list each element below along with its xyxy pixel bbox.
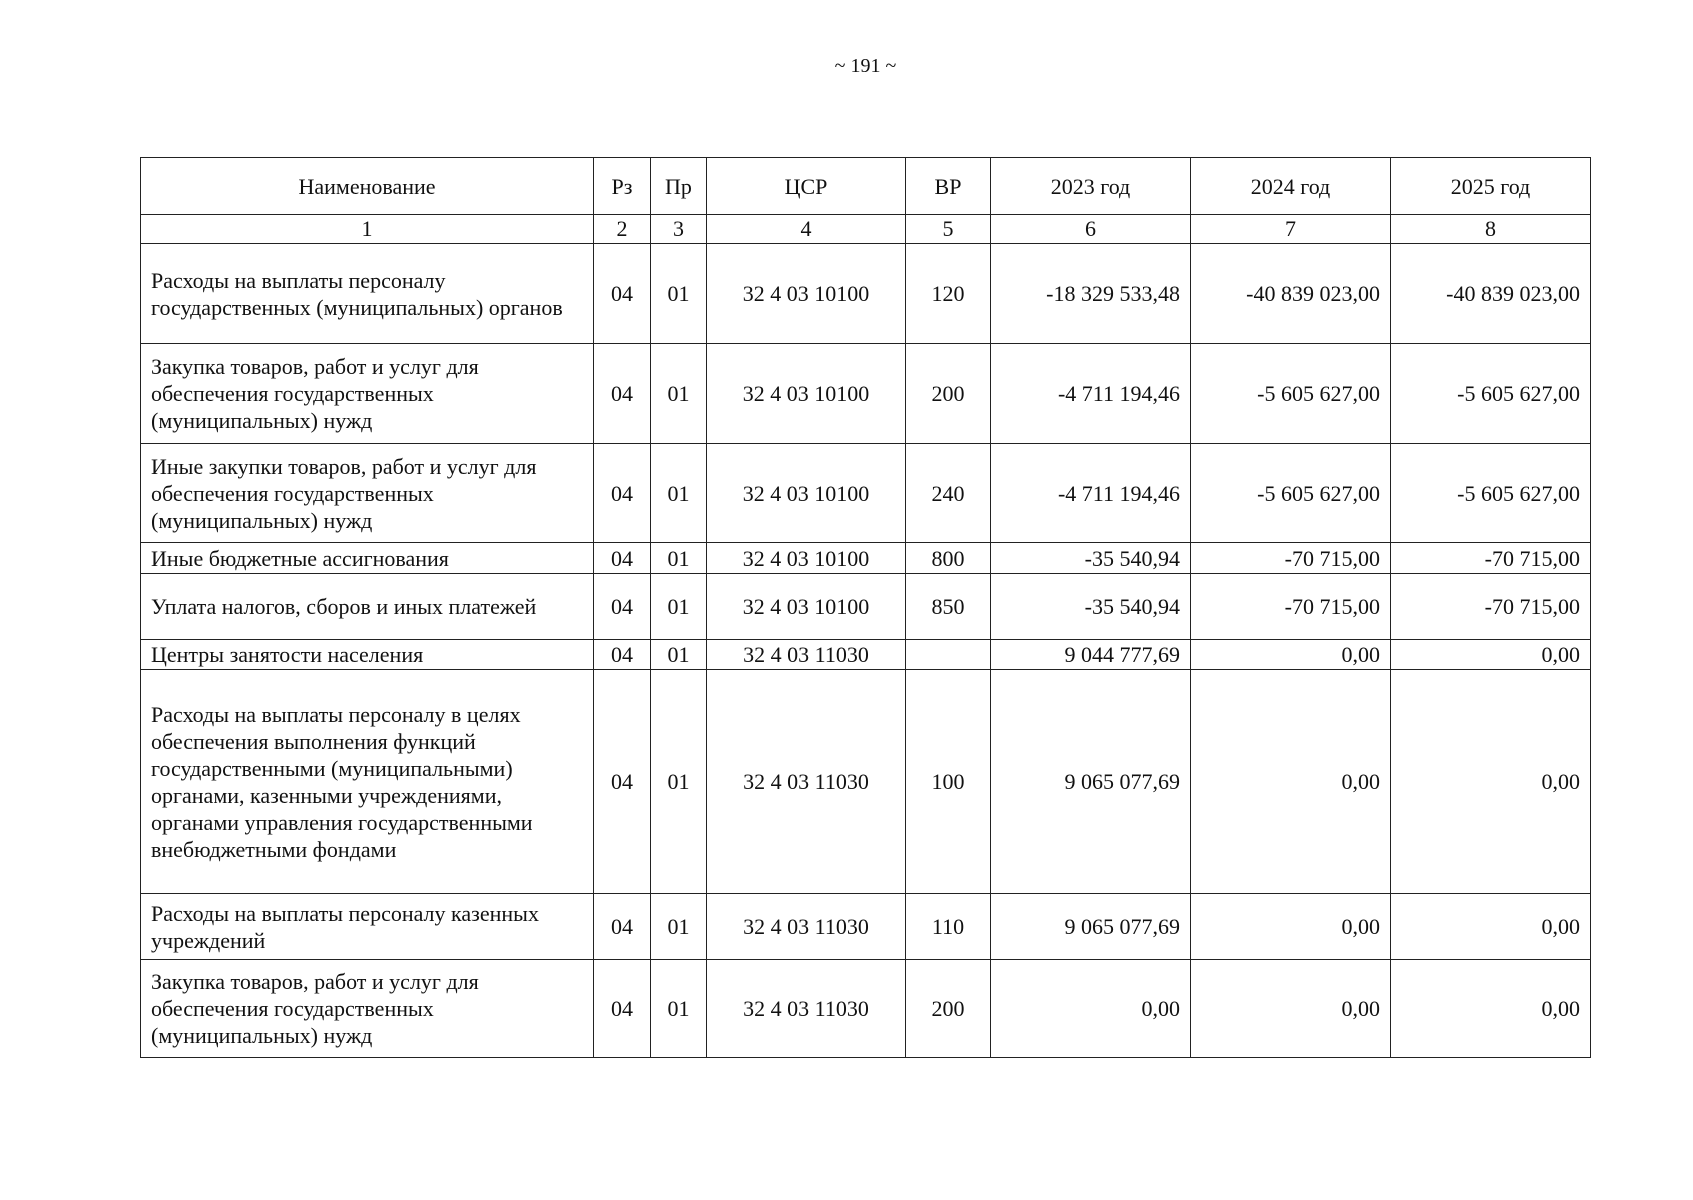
row-name: Закупка товаров, работ и услуг для обеспечения государственных (муниципальных) нужд	[141, 344, 594, 444]
row-2023: 9 065 077,69	[991, 894, 1191, 960]
row-name: Иные бюджетные ассигнования	[141, 543, 594, 574]
row-2025: -40 839 023,00	[1391, 244, 1591, 344]
row-2024: -5 605 627,00	[1191, 444, 1391, 543]
page-number: ~ 191 ~	[834, 55, 897, 77]
column-number: 1	[141, 215, 594, 244]
row-2023: -4 711 194,46	[991, 344, 1191, 444]
table-row	[141, 670, 1591, 894]
table-row	[141, 574, 1591, 640]
row-rz: 04	[594, 244, 651, 344]
row-2024: 0,00	[1191, 894, 1391, 960]
table-row	[141, 543, 1591, 574]
row-2024: -70 715,00	[1191, 574, 1391, 640]
header-vr: ВР	[906, 158, 991, 215]
row-name: Расходы на выплаты персоналу в целях обеспечения выполнения функций государственными (муниципальными) органами, казенными учреждениями, органами управления государственными внебюджетными фондами	[141, 670, 594, 894]
row-pr: 01	[651, 960, 707, 1058]
row-pr: 01	[651, 543, 707, 574]
row-pr: 01	[651, 640, 707, 670]
row-csr: 32 4 03 10100	[707, 244, 906, 344]
header-rz: Рз	[594, 158, 651, 215]
table-row	[141, 894, 1591, 960]
row-2024: 0,00	[1191, 960, 1391, 1058]
table-row	[141, 444, 1591, 543]
row-rz: 04	[594, 344, 651, 444]
row-pr: 01	[651, 344, 707, 444]
row-2025: -70 715,00	[1391, 574, 1591, 640]
row-2023: -18 329 533,48	[991, 244, 1191, 344]
row-name: Закупка товаров, работ и услуг для обеспечения государственных (муниципальных) нужд	[141, 960, 594, 1058]
column-number: 3	[651, 215, 707, 244]
row-csr: 32 4 03 10100	[707, 344, 906, 444]
row-rz: 04	[594, 543, 651, 574]
row-2024: 0,00	[1191, 640, 1391, 670]
header-pr: Пр	[651, 158, 707, 215]
row-2023: 9 065 077,69	[991, 670, 1191, 894]
row-2023: 9 044 777,69	[991, 640, 1191, 670]
row-pr: 01	[651, 894, 707, 960]
row-vr: 120	[906, 244, 991, 344]
row-2024: -5 605 627,00	[1191, 344, 1391, 444]
row-vr: 200	[906, 960, 991, 1058]
row-csr: 32 4 03 11030	[707, 670, 906, 894]
table-row	[141, 640, 1591, 670]
column-number: 2	[594, 215, 651, 244]
header-2025: 2025 год	[1391, 158, 1591, 215]
row-csr: 32 4 03 10100	[707, 444, 906, 543]
row-2025: -70 715,00	[1391, 543, 1591, 574]
row-rz: 04	[594, 670, 651, 894]
row-rz: 04	[594, 444, 651, 543]
row-2024: -40 839 023,00	[1191, 244, 1391, 344]
row-2025: 0,00	[1391, 894, 1591, 960]
row-2023: -4 711 194,46	[991, 444, 1191, 543]
header-csr: ЦСР	[707, 158, 906, 215]
row-rz: 04	[594, 960, 651, 1058]
table-row	[141, 960, 1591, 1058]
row-rz: 04	[594, 574, 651, 640]
row-rz: 04	[594, 894, 651, 960]
row-2024: -70 715,00	[1191, 543, 1391, 574]
row-2025: 0,00	[1391, 960, 1591, 1058]
row-vr: 200	[906, 344, 991, 444]
row-vr	[906, 640, 991, 670]
row-2023: -35 540,94	[991, 543, 1191, 574]
row-pr: 01	[651, 444, 707, 543]
row-2024: 0,00	[1191, 670, 1391, 894]
row-2023: -35 540,94	[991, 574, 1191, 640]
row-pr: 01	[651, 244, 707, 344]
header-2023: 2023 год	[991, 158, 1191, 215]
table-row	[141, 244, 1591, 344]
header-name: Наименование	[141, 158, 594, 215]
row-vr: 110	[906, 894, 991, 960]
table-row	[141, 344, 1591, 444]
row-csr: 32 4 03 11030	[707, 640, 906, 670]
row-2025: -5 605 627,00	[1391, 344, 1591, 444]
row-rz: 04	[594, 640, 651, 670]
column-number: 5	[906, 215, 991, 244]
column-number: 7	[1191, 215, 1391, 244]
row-name: Иные закупки товаров, работ и услуг для обеспечения государственных (муниципальных) нужд	[141, 444, 594, 543]
row-name: Расходы на выплаты персоналу государственных (муниципальных) органов	[141, 244, 594, 344]
row-2023: 0,00	[991, 960, 1191, 1058]
row-vr: 850	[906, 574, 991, 640]
row-csr: 32 4 03 10100	[707, 574, 906, 640]
row-pr: 01	[651, 574, 707, 640]
row-2025: 0,00	[1391, 640, 1591, 670]
column-number: 6	[991, 215, 1191, 244]
row-pr: 01	[651, 670, 707, 894]
header-2024: 2024 год	[1191, 158, 1391, 215]
row-2025: -5 605 627,00	[1391, 444, 1591, 543]
row-vr: 100	[906, 670, 991, 894]
column-number: 8	[1391, 215, 1591, 244]
row-2025: 0,00	[1391, 670, 1591, 894]
row-csr: 32 4 03 10100	[707, 543, 906, 574]
budget-table	[140, 157, 1591, 1058]
row-csr: 32 4 03 11030	[707, 894, 906, 960]
row-vr: 800	[906, 543, 991, 574]
column-number: 4	[707, 215, 906, 244]
row-vr: 240	[906, 444, 991, 543]
row-name: Уплата налогов, сборов и иных платежей	[141, 574, 594, 640]
header-row	[141, 158, 1591, 215]
row-csr: 32 4 03 11030	[707, 960, 906, 1058]
row-name: Расходы на выплаты персоналу казенных учреждений	[141, 894, 594, 960]
column-number-row	[141, 215, 1591, 244]
row-name: Центры занятости населения	[141, 640, 594, 670]
